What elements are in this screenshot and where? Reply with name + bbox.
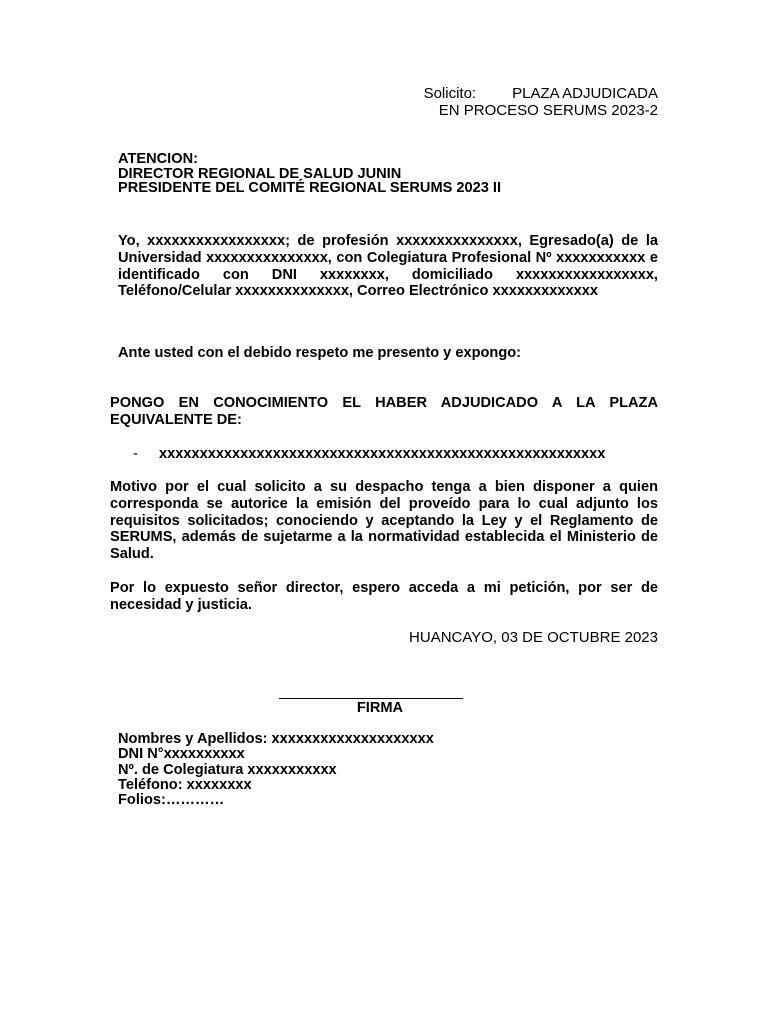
- expuesto-paragraph: Por lo expuesto señor director, espero acceda a mi petición, por ser de necesidad y justicia.: [110, 580, 658, 613]
- atencion-line-1: DIRECTOR REGIONAL DE SALUD JUNIN: [118, 165, 402, 182]
- motivo-paragraph: Motivo por el cual solicito a su despacho tenga a bien disponer a quien corresponda se autorice la emisión del proveído para lo cual adjunto los requisitos solicitados; conociendo y aceptando la Ley y el Reglamento de SERUMS, además de sujetarme a la normatividad establecida el Ministerio de Salud.: [110, 479, 658, 563]
- solicito-label: Solicito:: [423, 85, 477, 102]
- bullet-text: xxxxxxxxxxxxxxxxxxxxxxxxxxxxxxxxxxxxxxxxxxxxxxxxxxxxxxx: [159, 446, 606, 462]
- dni-line: DNI N°xxxxxxxxxx: [118, 746, 245, 763]
- subject-block: [358, 85, 658, 119]
- date-line: HUANCAYO, 03 DE OCTUBRE 2023: [409, 629, 658, 646]
- pongo-paragraph: PONGO EN CONOCIMIENTO EL HABER ADJUDICADO A LA PLAZA EQUIVALENTE DE:: [110, 395, 658, 428]
- signature-label: FIRMA: [356, 700, 404, 716]
- atencion-block: [118, 152, 658, 196]
- atencion-line-2: PRESIDENTE DEL COMITÉ REGIONAL SERUMS 2023 II: [118, 180, 502, 196]
- solicito-line-1: PLAZA ADJUDICADA: [512, 85, 658, 102]
- atencion-title: ATENCION:: [118, 151, 198, 167]
- bullet-dash: -: [133, 446, 138, 462]
- telefono-line: Teléfono: xxxxxxxx: [118, 776, 252, 793]
- signature-line: [279, 698, 463, 699]
- colegiatura-line: Nº. de Colegiatura xxxxxxxxxxx: [118, 761, 337, 778]
- personal-data-block: [118, 732, 598, 808]
- solicito-line-2: EN PROCESO SERUMS 2023-2: [438, 102, 658, 119]
- plaza-bullet: [133, 446, 653, 463]
- nombres-line: Nombres y Apellidos: xxxxxxxxxxxxxxxxxxxx: [118, 731, 434, 747]
- intro-paragraph: Yo, xxxxxxxxxxxxxxxxx; de profesión xxxxxxxxxxxxxxx, Egresado(a) de la Universidad xxxxxxxxxxxxxxx, con Colegiatura Profesional Nº xxxxxxxxxxx e identificado con DNI xxxxxxxx, domiciliado xxxxxxxxxxxxxxxxx, Teléfono/Celular xxxxxxxxxxxxxx, Correo Electrónico xxxxxxxxxxxxx: [118, 233, 658, 300]
- folios-line: Folios:…………: [118, 792, 225, 809]
- ante-paragraph: Ante usted con el debido respeto me presento y expongo:: [118, 345, 522, 361]
